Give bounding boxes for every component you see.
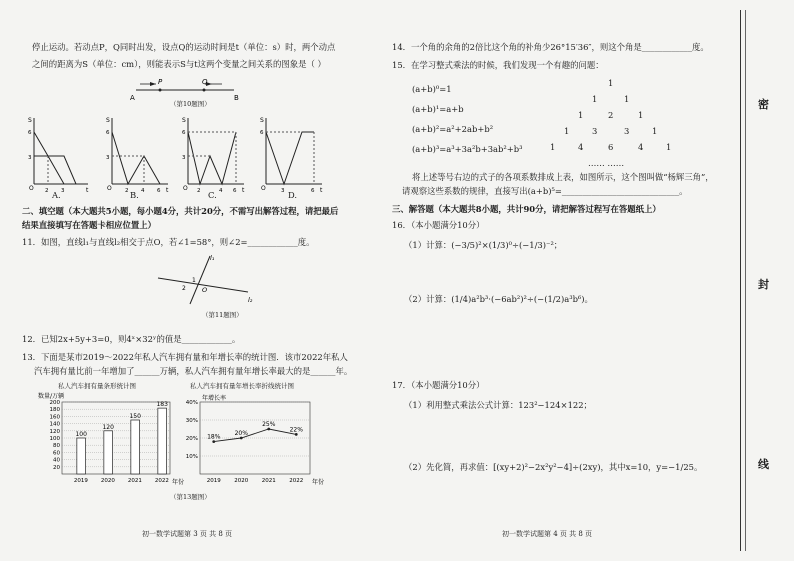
seal-char-2: 封 <box>758 278 769 291</box>
q10-caption: （第10题图） <box>170 100 211 108</box>
svg-text:6: 6 <box>157 188 161 194</box>
svg-text:t: t <box>242 187 245 194</box>
line-series <box>214 429 297 442</box>
bar-y-tick-label: 140 <box>49 421 60 428</box>
bar-x-tick-label: 2022 <box>154 478 169 484</box>
svg-text:6: 6 <box>28 130 32 136</box>
line-value-label: 20% <box>234 430 248 437</box>
bar-y-tick-label: 180 <box>49 407 60 414</box>
q13-caption: （第13题图） <box>170 493 211 501</box>
graph-a <box>28 117 89 194</box>
svg-text:2: 2 <box>125 188 129 194</box>
q16-part-2: （2）计算：(1/4)a²b³·(−6ab²)²÷(−(1/2)a³b⁶)。 <box>404 294 593 304</box>
svg-text:S: S <box>182 117 186 124</box>
svg-text:O: O <box>29 185 34 192</box>
svg-text:S: S <box>28 117 32 124</box>
q16-part-1: （1）计算：(−3/5)²×(1/3)⁰÷(−1/3)⁻²； <box>404 240 563 250</box>
svg-text:6: 6 <box>260 130 264 136</box>
q12-text: 12．已知2x+5y+3=0，则4ˣ×32ʸ的值是____________。 <box>22 334 241 344</box>
svg-text:t: t <box>166 187 169 194</box>
svg-text:t: t <box>320 187 323 194</box>
q15-text-3: 请观察这些系数的规律，直接写出(a+b)⁵=____________________________。 <box>402 186 688 196</box>
tri-r4-0: 1 <box>564 126 570 136</box>
line-y-tick-label: 20% <box>185 436 198 442</box>
binding-line <box>740 10 741 551</box>
svg-text:t: t <box>86 187 89 194</box>
seg-label-p: P <box>158 78 163 86</box>
svg-text:2: 2 <box>45 188 49 194</box>
option-c: C. <box>208 190 217 200</box>
tri-r5-2: 6 <box>608 142 614 152</box>
q15-text: 15．在学习整式乘法的时候，我们发现一个有趣的问题： <box>392 60 604 70</box>
bar-chart-title: 私人汽车拥有量条形统计图 <box>58 382 136 390</box>
q11-label-o: O <box>202 286 208 294</box>
right-page <box>392 0 760 561</box>
q11-text: 11．如图，直线l₁与直线l₂相交于点O，若∠1=58°，则∠2=____________度。 <box>22 237 315 247</box>
option-b: B. <box>130 190 139 200</box>
svg-text:4: 4 <box>219 188 223 194</box>
line-value-label: 22% <box>289 426 303 434</box>
q11-label-l2: l₂ <box>248 296 253 304</box>
tri-dots: …… …… <box>588 158 625 168</box>
q11-angle-1: 1 <box>192 277 196 284</box>
line-y-tick-label: 30% <box>185 418 198 424</box>
svg-text:6: 6 <box>182 130 186 136</box>
bar-x-tick-label: 2020 <box>100 478 115 484</box>
svg-text:O: O <box>107 185 112 192</box>
bar-value-label: 183 <box>156 401 168 409</box>
svg-text:6: 6 <box>311 188 315 194</box>
line-point <box>267 428 270 431</box>
tri-r1-0: 1 <box>608 78 614 88</box>
svg-text:3: 3 <box>106 155 110 161</box>
q15-eq-1: (a+b)¹=a+b <box>412 104 464 114</box>
q17-part-2: （2）先化简，再求值：[(xy+2)²−2x²y²−4]÷(2xy)，其中x=10，y=−1/25。 <box>404 462 703 472</box>
bar-x-tick-label: 2021 <box>127 478 142 484</box>
line-point <box>295 433 298 436</box>
tri-r4-3: 1 <box>652 126 658 136</box>
line-value-label: 25% <box>262 421 276 428</box>
tri-r5-1: 4 <box>578 142 584 152</box>
line-x-axis-label: 年份 <box>312 479 325 486</box>
svg-text:3: 3 <box>61 188 65 194</box>
graph-b <box>106 117 169 194</box>
q10-option-graphs <box>22 110 322 194</box>
tri-r2-0: 1 <box>592 94 598 104</box>
svg-text:6: 6 <box>233 188 237 194</box>
section-2-heading-2: 结果直接填写在答题卡相应位置上） <box>22 220 156 230</box>
q15-eq-0: (a+b)⁰=1 <box>412 84 452 94</box>
bar-y-tick-label: 120 <box>49 428 60 435</box>
bar-y-axis-label: 数量/万辆 <box>38 393 65 400</box>
q17-heading: 17．（本小题满分10分） <box>392 380 485 390</box>
svg-text:3: 3 <box>28 155 32 161</box>
q11-angle-2: 2 <box>182 285 186 292</box>
q11-caption: （第11题图） <box>202 311 243 319</box>
svg-text:3: 3 <box>182 155 186 161</box>
bar-y-tick-label: 200 <box>49 400 60 406</box>
tri-r5-0: 1 <box>550 142 556 152</box>
tri-r5-4: 1 <box>666 142 672 152</box>
line-value-label: 18% <box>207 433 221 441</box>
bar-value-label: 150 <box>129 413 141 420</box>
svg-text:S: S <box>260 117 264 124</box>
q11-label-l1: l₁ <box>210 254 215 262</box>
bar-value-label: 100 <box>75 431 87 438</box>
q11-figure <box>152 252 262 312</box>
bar-y-tick-label: 160 <box>49 414 60 421</box>
bar <box>77 438 86 474</box>
svg-text:2: 2 <box>197 188 201 194</box>
tri-r3-2: 1 <box>638 110 644 120</box>
svg-text:O: O <box>183 185 188 192</box>
q15-text-2: 将上述等号右边的式子的各项系数排成上表，如图所示，这个图叫做“杨辉三角”， <box>412 172 714 182</box>
seg-label-q: Q <box>202 78 208 86</box>
bar-value-label: 120 <box>102 423 114 431</box>
q17-part-1: （1）利用整式乘法公式计算：123²−124×122； <box>404 400 592 410</box>
line-y-tick-label: 40% <box>185 400 198 406</box>
bar-y-tick-label: 40 <box>53 457 60 464</box>
seal-char-1: 密 <box>758 98 769 111</box>
q16-heading: 16．（本小题满分10分） <box>392 220 485 230</box>
line-x-tick-label: 2020 <box>234 478 249 484</box>
q15-eq-2: (a+b)²=a²+2ab+b² <box>412 124 494 134</box>
tri-r3-1: 2 <box>608 110 614 120</box>
q15-eq-3: (a+b)³=a³+3a²b+3ab²+b³ <box>412 144 523 154</box>
graph-d <box>260 117 323 194</box>
left-page <box>22 0 390 561</box>
section-3-heading: 三、解答题（本大题共8小题，共计90分，请把解答过程写在答题纸上） <box>392 204 661 214</box>
q10-text-1: 停止运动。若动点P，Q同时出发，设点Q的运动时间是t（单位：s）时，两个动点 <box>32 42 336 52</box>
line-x-tick-label: 2022 <box>289 478 304 484</box>
svg-text:6: 6 <box>106 130 110 136</box>
option-a: A. <box>52 190 61 200</box>
bar <box>158 408 167 474</box>
tri-r4-1: 3 <box>592 126 598 136</box>
line-y-tick-label: 10% <box>185 454 198 460</box>
tri-r4-2: 3 <box>624 126 630 136</box>
line-point <box>240 437 243 440</box>
line-chart <box>172 390 325 490</box>
bar <box>104 431 113 474</box>
bar <box>131 420 140 474</box>
graph-c <box>182 117 245 194</box>
tri-r2-1: 1 <box>624 94 630 104</box>
q10-text-2: 之间的距离为S（单位：cm），则能表示S与t这两个变量之间关系的图象是（ ） <box>32 59 326 69</box>
binding-line-2 <box>745 10 746 551</box>
line-point <box>212 440 215 443</box>
option-d: D. <box>288 190 298 200</box>
seg-label-a: A <box>130 94 135 102</box>
svg-text:3: 3 <box>281 188 285 194</box>
tri-r5-3: 4 <box>638 142 644 152</box>
tri-r3-0: 1 <box>578 110 584 120</box>
bar-y-tick-label: 80 <box>53 443 60 450</box>
seg-label-b: B <box>234 94 239 102</box>
q13-text-1: 13．下面是某市2019～2022年私人汽车拥有量和年增长率的统计图．该市2022年私人 <box>22 352 348 362</box>
q14-text: 14．一个角的余角的2倍比这个角的补角少26°15′36″，则这个角是____________度。 <box>392 42 709 52</box>
bar-x-axis-label: 年份 <box>172 479 185 486</box>
bar-y-tick-label: 60 <box>53 450 60 457</box>
bar-y-tick-label: 100 <box>49 436 60 442</box>
bar-chart <box>36 390 186 490</box>
left-footer: 初一数学试题第 3 页 共 8 页 <box>142 530 233 538</box>
bar-y-tick-label: 20 <box>53 464 60 471</box>
q13-text-2: 汽车拥有量比前一年增加了______万辆，私人汽车拥有量年增长率最大的是______年。 <box>34 366 353 376</box>
svg-text:4: 4 <box>141 188 145 194</box>
line-chart-title: 私人汽车拥有量年增长率折线统计图 <box>190 382 294 390</box>
right-footer: 初一数学试题第 4 页 共 8 页 <box>502 530 593 538</box>
bar-x-tick-label: 2019 <box>73 478 88 484</box>
line-x-tick-label: 2019 <box>206 478 221 484</box>
svg-text:O: O <box>261 185 266 192</box>
line-y-axis-label: 年增长率 <box>202 395 227 402</box>
line-x-tick-label: 2021 <box>261 478 276 484</box>
svg-text:S: S <box>106 117 110 124</box>
section-2-heading-1: 二、填空题（本大题共5小题，每小题4分，共计20分，不需写出解答过程，请把最后 <box>22 206 339 216</box>
seal-char-3: 线 <box>758 458 769 471</box>
